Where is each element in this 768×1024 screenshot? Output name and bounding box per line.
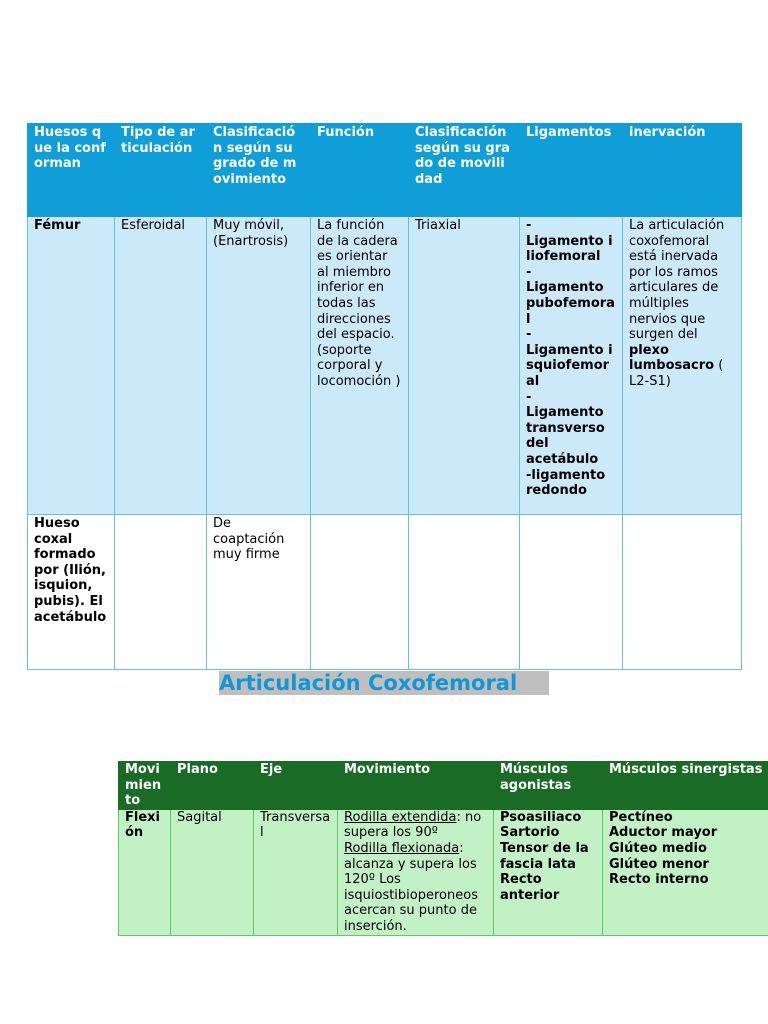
cell-plane: Sagital <box>171 809 254 935</box>
desc-extended-text: : no supera los 90º <box>344 809 482 841</box>
cell-ligaments <box>520 515 623 670</box>
synergist-item: Glúteo medio <box>609 840 707 856</box>
header-plane: Plano <box>171 762 254 810</box>
table-row <box>28 217 742 515</box>
header-bones: Huesos que la conforman <box>28 124 115 217</box>
cell-movement: Flexión <box>119 809 171 935</box>
joint-classification-table <box>27 123 742 670</box>
ligament-dash: - <box>526 218 532 233</box>
desc-flexed-text: : alcanza y supera los 120º Los isquiostibioperoneos acercan su punto de inserción. <box>344 840 478 934</box>
table-row <box>28 515 742 670</box>
cell-mobility-class <box>409 515 520 670</box>
cell-innervation <box>623 515 742 670</box>
table-header-row <box>119 762 768 810</box>
header-agonists: Músculos agonistas <box>494 762 603 810</box>
innervation-plexus: plexo lumbosacro <box>629 342 715 374</box>
cell-function: La función de la cadera es orientar al miembro inferior en todas las direcciones del espacio. (soporte corporal y locomoción ) <box>311 217 409 515</box>
synergist-item: Glúteo menor <box>609 856 709 872</box>
desc-extended-knee: Rodilla extendida <box>344 809 457 825</box>
cell-bones: Fémur <box>28 217 115 515</box>
cell-mobility-class: Triaxial <box>409 217 520 515</box>
cell-function <box>311 515 409 670</box>
header-movement-desc: Movimiento <box>338 762 494 810</box>
header-movement-class: Clasificación según su grado de movimiento <box>207 124 311 217</box>
synergist-item: Pectíneo <box>609 809 673 825</box>
ligament-dash: - <box>526 327 532 343</box>
cell-movement-class: Muy móvil, (Enartrosis) <box>207 217 311 515</box>
header-mobility-class: Clasificación según su grado de movilidad <box>409 124 520 217</box>
header-synergists: Músculos sinergistas <box>603 762 768 810</box>
ligament-redondo: -ligamento redondo <box>526 467 606 499</box>
cell-joint-type <box>115 515 207 670</box>
header-function: Función <box>311 124 409 217</box>
cell-ligaments <box>520 217 623 515</box>
header-movement: Movimiento <box>119 762 171 810</box>
agonist-item: Recto anterior <box>500 872 560 903</box>
movement-table <box>118 761 768 936</box>
innervation-text: La articulación coxofemoral está inervada por los ramos articulares de múltiples nervios que surgen del <box>629 218 725 343</box>
ligament-transverso: Ligamento transverso del acetábulo <box>526 405 605 467</box>
cell-movement-desc <box>338 809 494 935</box>
cell-joint-type: Esferoidal <box>115 217 207 515</box>
ligament-pubofemoral: Ligamento pubofemoral <box>526 280 615 327</box>
cell-axis: Transversal <box>254 809 338 935</box>
header-joint-type: Tipo de articulación <box>115 124 207 217</box>
table-header-row <box>28 124 742 217</box>
agonist-item: Psoasiliaco <box>500 809 582 825</box>
header-ligaments: Ligamentos <box>520 124 623 217</box>
innervation-levels: ( L2-S1) <box>629 358 724 389</box>
synergist-item: Recto interno <box>609 872 709 888</box>
ligament-dash: - <box>526 389 532 405</box>
synergist-item: Aductor mayor <box>609 825 718 841</box>
ligament-iliofemoral: Ligamento iliofemoral <box>526 233 613 265</box>
cell-innervation <box>623 217 742 515</box>
cell-agonists <box>494 809 603 935</box>
page-title: Articulación Coxofemoral <box>219 671 549 695</box>
cell-synergists <box>603 809 768 935</box>
agonist-item: Tensor de la fascia lata <box>500 840 589 872</box>
table-row <box>119 809 768 935</box>
cell-movement-class: De coaptación muy firme <box>207 515 311 670</box>
desc-flexed-knee: Rodilla flexionada <box>344 840 460 856</box>
cell-bones: Hueso coxal formado por (Ilión, isquion, pubis). El acetábulo <box>28 515 115 670</box>
ligament-isquiofemoral: Ligamento isquiofemoral <box>526 342 613 389</box>
header-axis: Eje <box>254 762 338 810</box>
agonist-item: Sartorio <box>500 825 560 841</box>
ligament-dash: - <box>526 264 532 280</box>
header-innervation: inervación <box>623 124 742 217</box>
